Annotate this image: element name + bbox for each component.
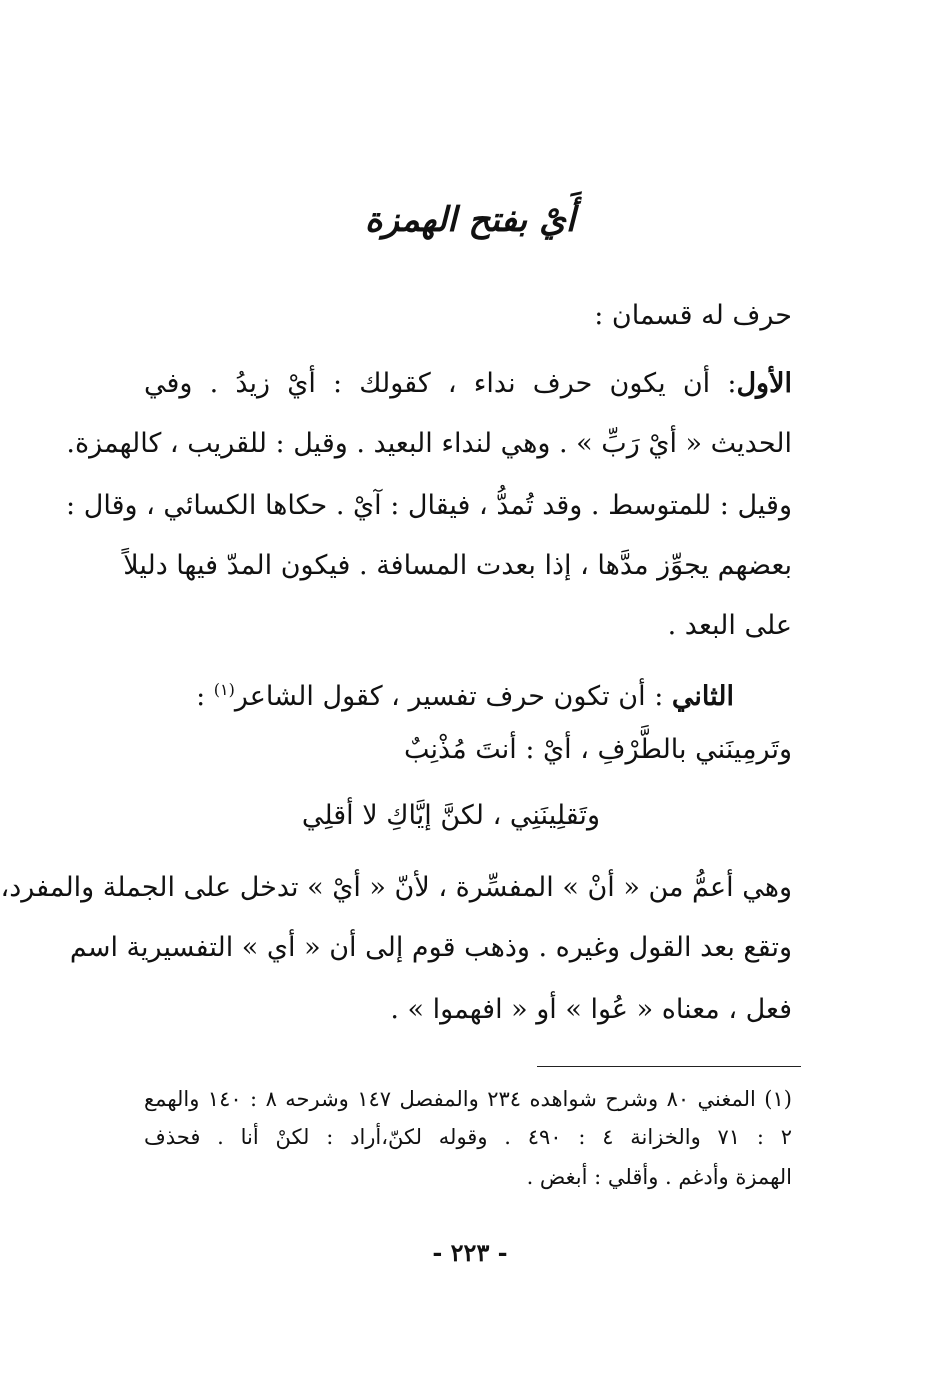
intro-line: حرف له قسمان : [594, 300, 792, 331]
section2-label: الثاني [671, 681, 734, 712]
section1-line2: الحديث « أيْ رَبِّ » . وهي لنداء البعيد . وقيل : للقريب ، كالهمزة. [66, 428, 792, 459]
footnote-separator [537, 1066, 801, 1067]
section2-line1-text: : أن تكون حرف تفسير ، كقول الشاعر [234, 681, 672, 712]
section2-line4: فعل ، معناه « عُوا » أو « افهموا » . [390, 994, 792, 1025]
page-number: - ٢٢٣ - [432, 1238, 508, 1267]
section1-line5: على البعد . [667, 610, 792, 641]
section1-label: الأول [736, 368, 792, 399]
footnote-line1: (١) المغني ٨٠ وشرح شواهده ٢٣٤ والمفصل ١٤٧ وشرحه ٨ : ١٤٠ والهمع [144, 1087, 792, 1111]
section1-line1-text: : أن يكون حرف نداء ، كقولك : أيْ زيدُ . وفي [144, 368, 737, 399]
footnote-line3: الهمزة وأدغم . وأقلي : أبغض . [526, 1165, 792, 1189]
section2-line1 [144, 670, 734, 717]
verse-line2: وتَقلِينَنِي ، لكنَّ إيَّاكِ لا أقلِي [301, 800, 600, 831]
section1-line1 [144, 364, 792, 404]
section2-line3: وتقع بعد القول وغيره . وذهب قوم إلى أن « أي » التفسيرية اسم [69, 932, 792, 963]
footnote-ref: (١) [213, 680, 235, 699]
section2-line1-end: : [196, 681, 214, 712]
verse-line1: وتَرمِينَني بالطَّرْفِ ، أيْ : أنتَ مُذْنِبٌ [404, 734, 792, 765]
section1-line3: وقيل : للمتوسط . وقد تُمدُّ ، فيقال : آيْ . حكاها الكسائي ، وقال : [66, 490, 792, 521]
section1-line4: بعضهم يجوِّز مدَّها ، إذا بعدت المسافة . فيكون المدّ فيها دليلاً [123, 550, 792, 581]
footnote-line2: ٢ : ٧١ والخزانة ٤ : ٤٩٠ . وقوله لكنّ،أراد : لكنْ أنا . فحذف [144, 1125, 792, 1149]
page-title: أَيْ بفتح الهمزة [364, 200, 576, 240]
section2-line2: وهي أعمُّ من « أنْ » المفسِّرة ، لأنّ « أيْ » تدخل على الجملة والمفرد، [0, 872, 792, 903]
